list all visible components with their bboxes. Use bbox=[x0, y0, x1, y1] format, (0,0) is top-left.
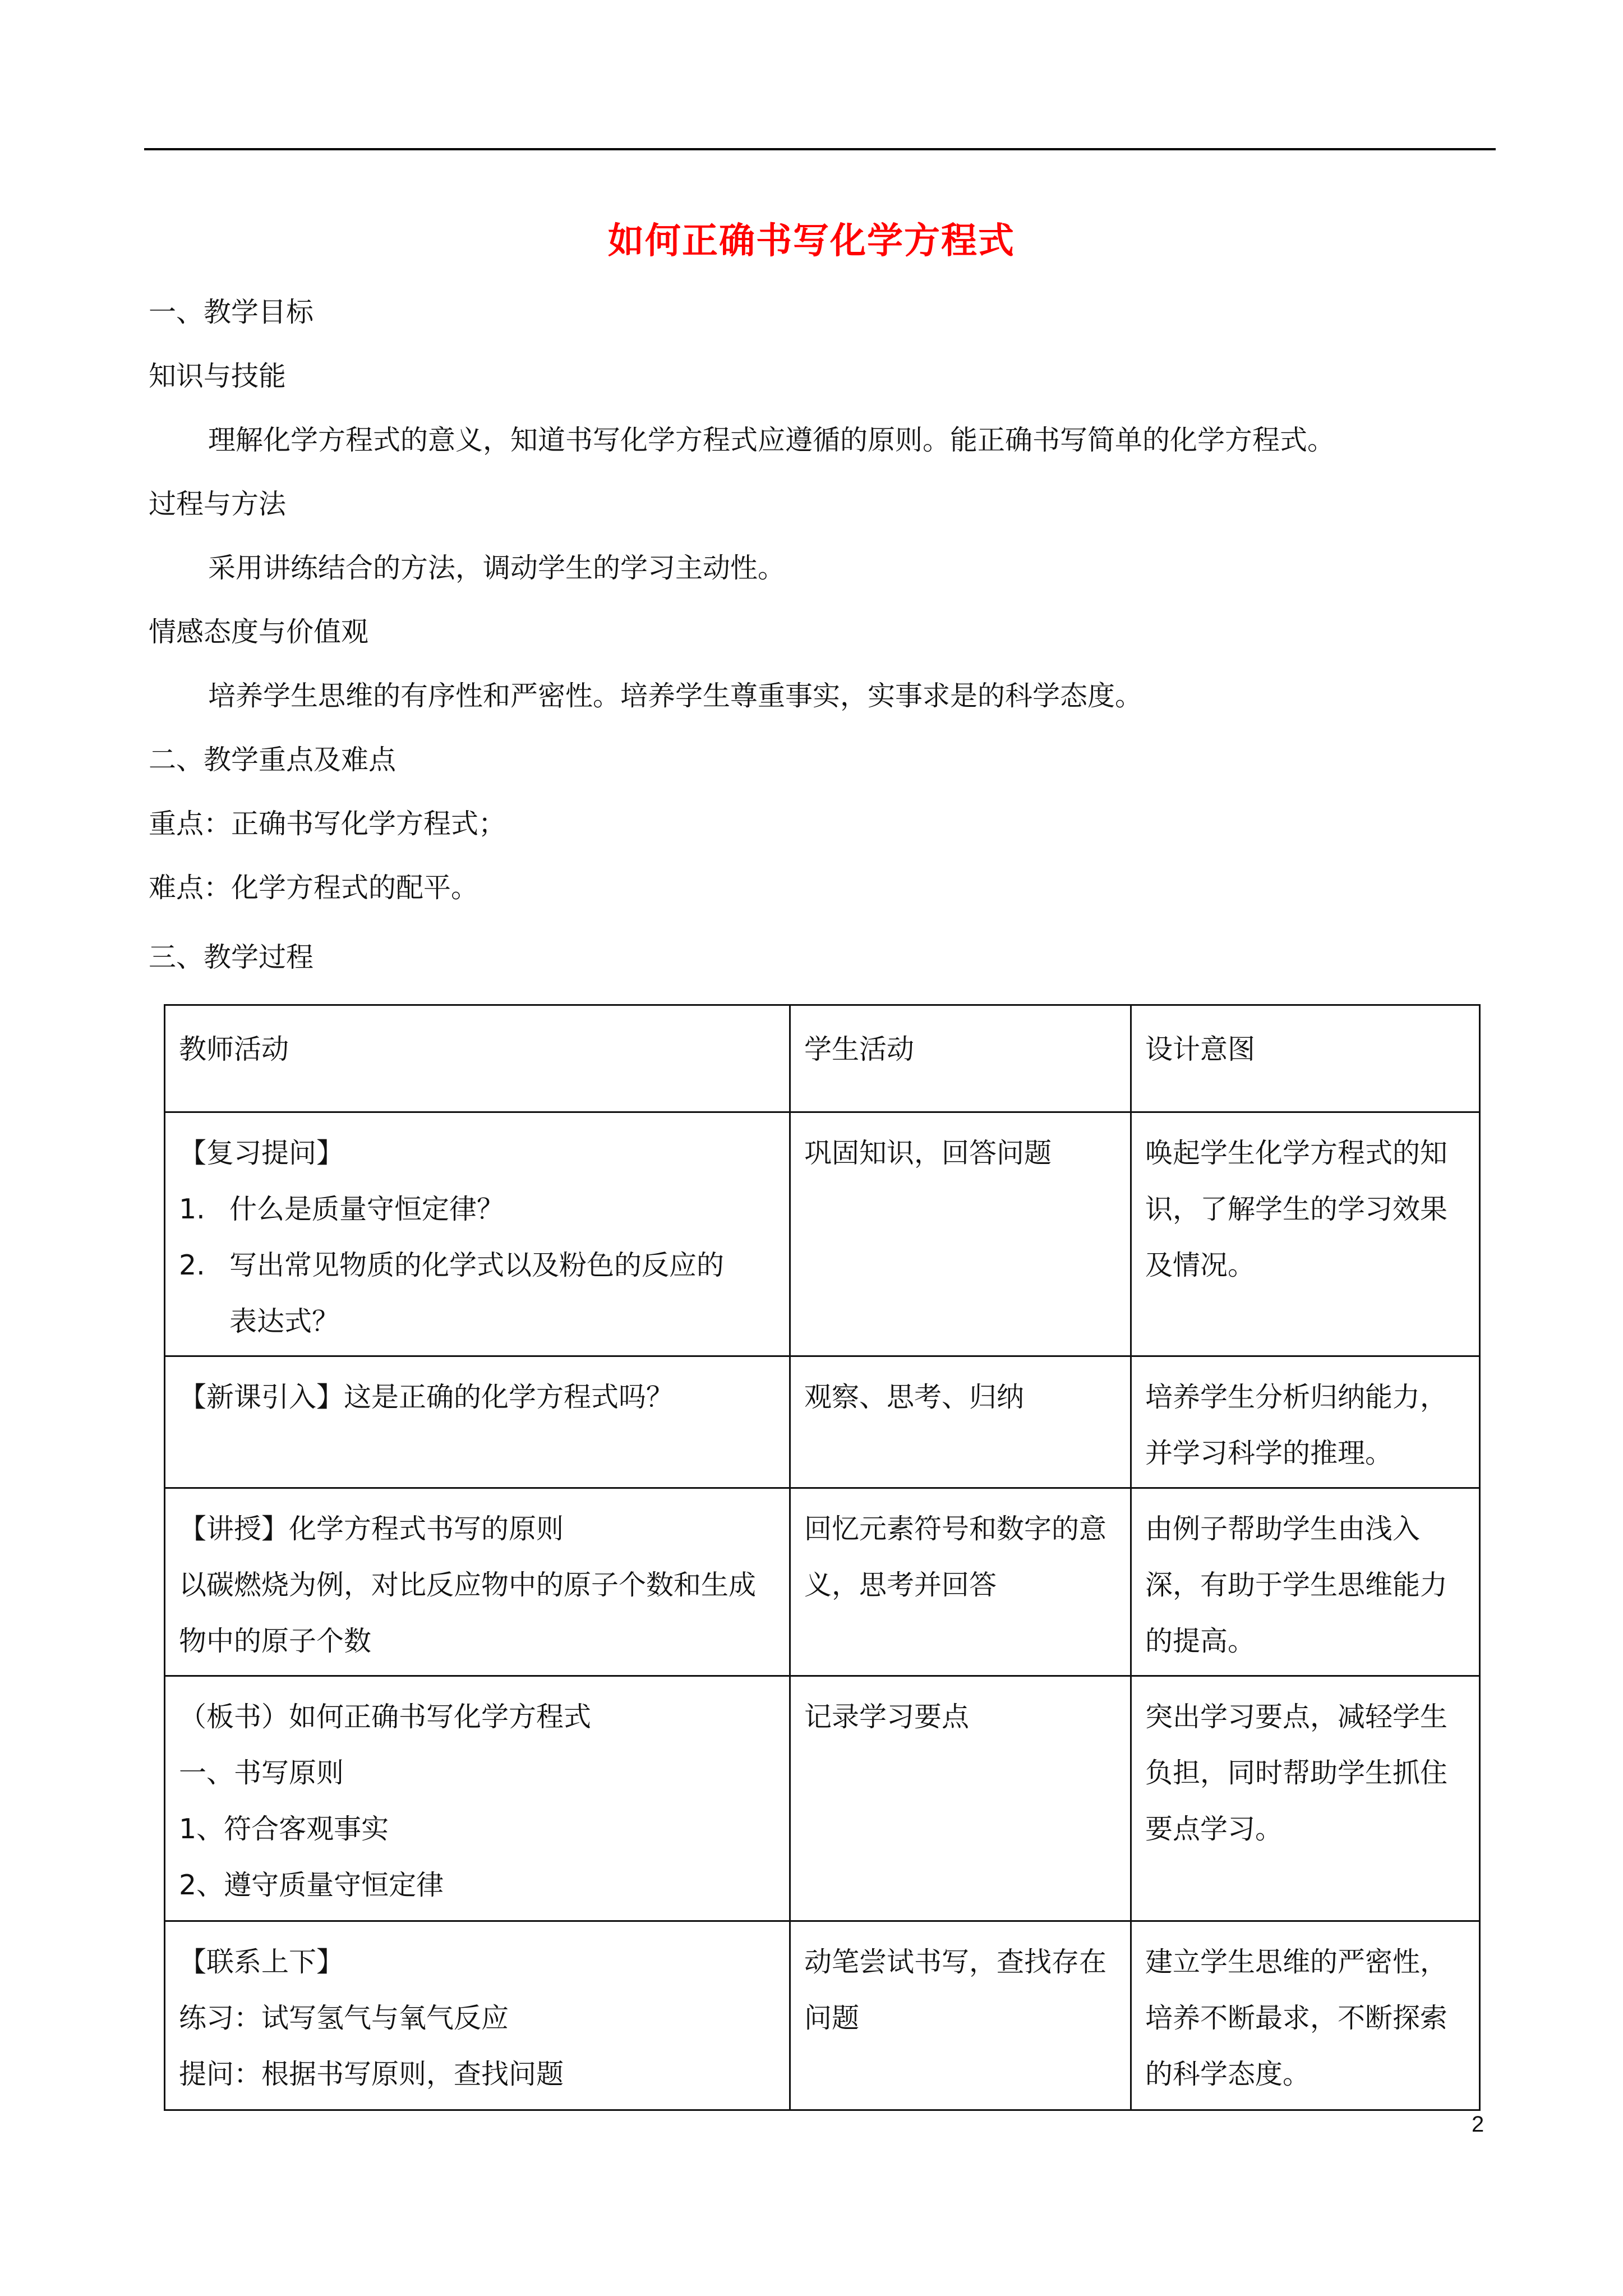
teacher-line: 【讲授】化学方程式书写的原则 bbox=[179, 1513, 564, 1545]
teacher-line: 【联系上下】 bbox=[179, 1946, 344, 1978]
teacher-line: 物中的原子个数 bbox=[179, 1625, 372, 1657]
student-text: 动笔尝试书写，查找存在问题 bbox=[804, 1946, 1107, 2034]
emotion-heading: 情感态度与价值观 bbox=[149, 616, 369, 648]
process-section-heading: 三、教学过程 bbox=[149, 941, 314, 973]
table-row bbox=[165, 1356, 1480, 1488]
teacher-line: 1、符合客观事实 bbox=[179, 1813, 389, 1845]
list-text: 写出常见物质的化学式以及粉色的反应的 bbox=[229, 1249, 725, 1281]
teacher-line: 一、书写原则 bbox=[179, 1757, 344, 1789]
key-point: 重点：正确书写化学方程式； bbox=[149, 808, 506, 840]
list-continuation: 表达式？ bbox=[229, 1305, 340, 1337]
intent-text: 建立学生思维的严密性，培养不断最求，不断探索的科学态度。 bbox=[1145, 1946, 1448, 2090]
student-text: 观察、思考、归纳 bbox=[804, 1381, 1025, 1413]
intent-cell bbox=[1131, 1488, 1480, 1676]
intent-cell bbox=[1131, 1112, 1480, 1356]
student-cell bbox=[790, 1676, 1131, 1921]
process-heading: 过程与方法 bbox=[149, 488, 287, 520]
difficult-point: 难点：化学方程式的配平。 bbox=[149, 872, 479, 904]
student-text: 巩固知识，回答问题 bbox=[804, 1137, 1052, 1169]
teacher-line: 【新课引入】这是正确的化学方程式吗？ bbox=[179, 1381, 674, 1413]
student-cell bbox=[790, 1112, 1131, 1356]
process-text: 采用讲练结合的方法，调动学生的学习主动性。 bbox=[208, 552, 786, 584]
table-row bbox=[165, 1676, 1480, 1921]
page-number: 2 bbox=[1472, 2112, 1484, 2137]
intent-cell bbox=[1131, 1676, 1480, 1921]
teacher-cell bbox=[165, 1112, 790, 1356]
student-cell bbox=[790, 1356, 1131, 1488]
teacher-line: 【复习提问】 bbox=[179, 1137, 344, 1169]
teacher-line: 以碳燃烧为例，对比反应物中的原子个数和生成 bbox=[179, 1569, 757, 1601]
teaching-process-table bbox=[164, 1004, 1481, 2111]
teacher-cell bbox=[165, 1488, 790, 1676]
emotion-text: 培养学生思维的有序性和严密性。培养学生尊重事实，实事求是的科学态度。 bbox=[208, 680, 1143, 712]
header-teacher: 教师活动 bbox=[165, 1005, 790, 1112]
teacher-cell bbox=[165, 1921, 790, 2110]
table-row bbox=[165, 1921, 1480, 2110]
intent-text: 突出学习要点，减轻学生负担，同时帮助学生抓住要点学习。 bbox=[1145, 1701, 1448, 1845]
list-text: 什么是质量守恒定律？ bbox=[229, 1193, 505, 1225]
teacher-line: 练习：试写氢气与氧气反应 bbox=[179, 2002, 509, 2034]
student-cell bbox=[790, 1921, 1131, 2110]
intent-text: 由例子帮助学生由浅入深，有助于学生思维能力的提高。 bbox=[1145, 1513, 1448, 1657]
intent-text: 培养学生分析归纳能力，并学习科学的推理。 bbox=[1145, 1381, 1448, 1469]
student-cell bbox=[790, 1488, 1131, 1676]
teacher-list-item bbox=[179, 1237, 776, 1294]
header-student: 学生活动 bbox=[790, 1005, 1131, 1112]
teacher-line: 提问：根据书写原则，查找问题 bbox=[179, 2058, 564, 2090]
teacher-line: 2、遵守质量守恒定律 bbox=[179, 1869, 444, 1901]
table-row bbox=[165, 1112, 1480, 1356]
teacher-line: （板书）如何正确书写化学方程式 bbox=[179, 1701, 592, 1733]
teacher-cell bbox=[165, 1676, 790, 1921]
list-number: 2. bbox=[179, 1249, 205, 1281]
header-rule bbox=[144, 148, 1496, 150]
teacher-list-item bbox=[179, 1181, 776, 1237]
list-number: 1. bbox=[179, 1193, 205, 1225]
student-text: 回忆元素符号和数字的意义，思考并回答 bbox=[804, 1513, 1107, 1601]
table-row bbox=[165, 1488, 1480, 1676]
header-intent: 设计意图 bbox=[1131, 1005, 1480, 1112]
key-points-heading: 二、教学重点及难点 bbox=[149, 744, 396, 776]
table-header-row bbox=[165, 1005, 1480, 1112]
intent-cell bbox=[1131, 1921, 1480, 2110]
knowledge-text: 理解化学方程式的意义，知道书写化学方程式应遵循的原则。能正确书写简单的化学方程式。 bbox=[208, 424, 1335, 456]
teacher-cell bbox=[165, 1356, 790, 1488]
intent-text: 唤起学生化学方程式的知识，了解学生的学习效果及情况。 bbox=[1145, 1137, 1448, 1281]
student-text: 记录学习要点 bbox=[804, 1701, 970, 1733]
intent-cell bbox=[1131, 1356, 1480, 1488]
knowledge-heading: 知识与技能 bbox=[149, 360, 287, 392]
objectives-heading: 一、教学目标 bbox=[149, 296, 314, 328]
page-title: 如何正确书写化学方程式 bbox=[608, 220, 1015, 262]
